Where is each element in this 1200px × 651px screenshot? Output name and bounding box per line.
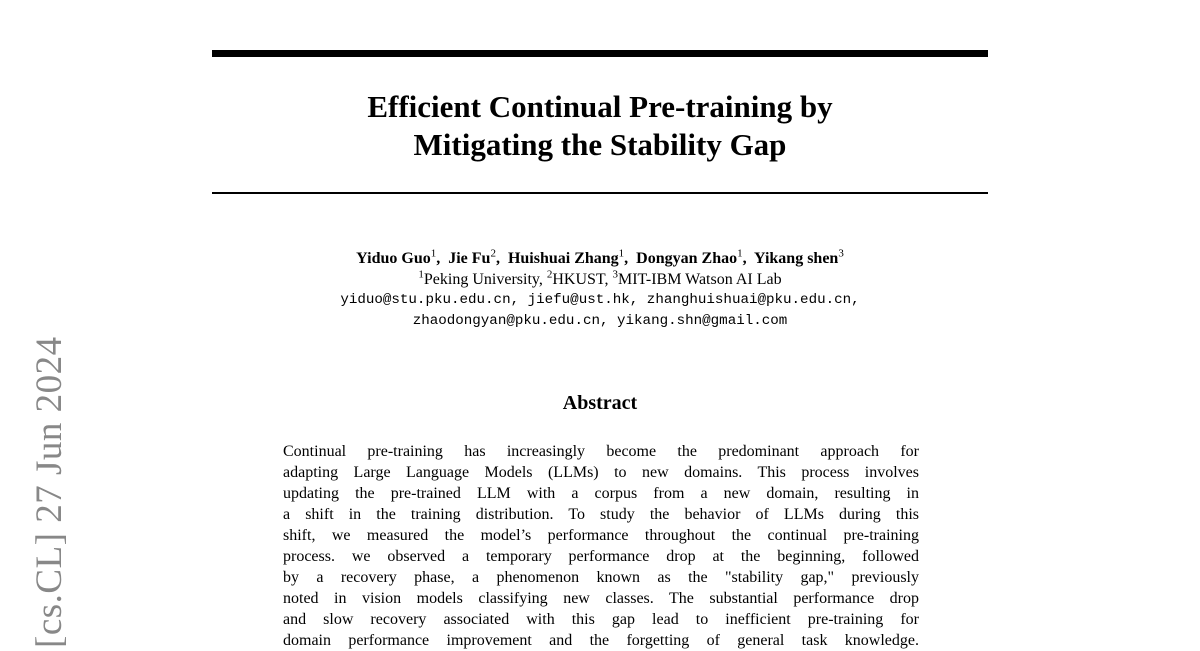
author-affiliation-mark: 1: [430, 247, 437, 260]
author-affiliation-mark: 1: [737, 247, 743, 260]
abstract-line: by a recovery phase, a phenomenon known as the "stability gap," previously: [283, 569, 919, 586]
affiliation-number: 3: [612, 268, 618, 281]
author-emails-line-2: zhaodongyan@pku.edu.cn, yikang.shn@gmail.com: [412, 313, 788, 329]
abstract-line: noted in vision models classifying new classes. The substantial performance drop: [283, 590, 919, 607]
title-line-2: Mitigating the Stability Gap: [413, 127, 787, 162]
abstract-body: [283, 441, 919, 651]
author-emails-line-1: yiduo@stu.pku.edu.cn, jiefu@ust.hk, zhanghuishuai@pku.edu.cn,: [340, 292, 860, 308]
abstract-line: a shift in the training distribution. To study the behavior of LLMs during this: [283, 506, 919, 523]
author-affiliation-mark: 1: [618, 247, 625, 260]
title-line-1: Efficient Continual Pre-training by: [367, 89, 833, 124]
author-affiliation-mark: 3: [838, 247, 844, 260]
arxiv-side-stamp: [cs.CL] 27 Jun 2024: [29, 336, 70, 648]
abstract-line: domain performance improvement and the forgetting of general task knowledge.: [283, 632, 919, 649]
author-name: Jie Fu: [448, 250, 491, 267]
abstract-heading: Abstract: [562, 392, 638, 414]
abstract-line: adapting Large Language Models (LLMs) to new domains. This process involves: [283, 464, 919, 481]
author-block: [212, 248, 988, 332]
author-names: Yiduo Guo$^1$, Jie Fu$^2$, Huishuai Zhang$^1$, Dongyan Zhao$^1$, Yikang shen$^3$: [356, 247, 844, 267]
abstract-line: and slow recovery associated with this gap lead to inefficient pre-training for: [283, 611, 919, 628]
author-affiliation-mark: 2: [490, 247, 496, 260]
author-name: Dongyan Zhao: [636, 250, 738, 267]
author-name: Yiduo Guo: [356, 250, 431, 267]
affiliations: [212, 269, 988, 290]
title-top-rule: [212, 50, 988, 57]
affiliation-name: Peking University,: [423, 271, 547, 288]
affiliation-number: 1: [418, 268, 424, 281]
affiliation-name: MIT-IBM Watson AI Lab: [618, 271, 782, 288]
title-bottom-rule: [212, 192, 988, 194]
paper-title: [212, 88, 988, 164]
affiliation-name: HKUST,: [552, 271, 613, 288]
abstract-line: updating the pre-trained LLM with a corpus from a new domain, resulting in: [283, 485, 919, 502]
author-name: Yikang shen: [754, 250, 839, 267]
abstract-line: shift, we measured the model’s performance throughout the continual pre-training: [283, 527, 919, 544]
author-name: Huishuai Zhang: [507, 250, 619, 267]
affiliation-number: 2: [546, 268, 553, 281]
abstract-line: Continual pre-training has increasingly become the predominant approach for: [283, 443, 919, 460]
abstract-line: process. we observed a temporary performance drop at the beginning, followed: [283, 548, 919, 565]
